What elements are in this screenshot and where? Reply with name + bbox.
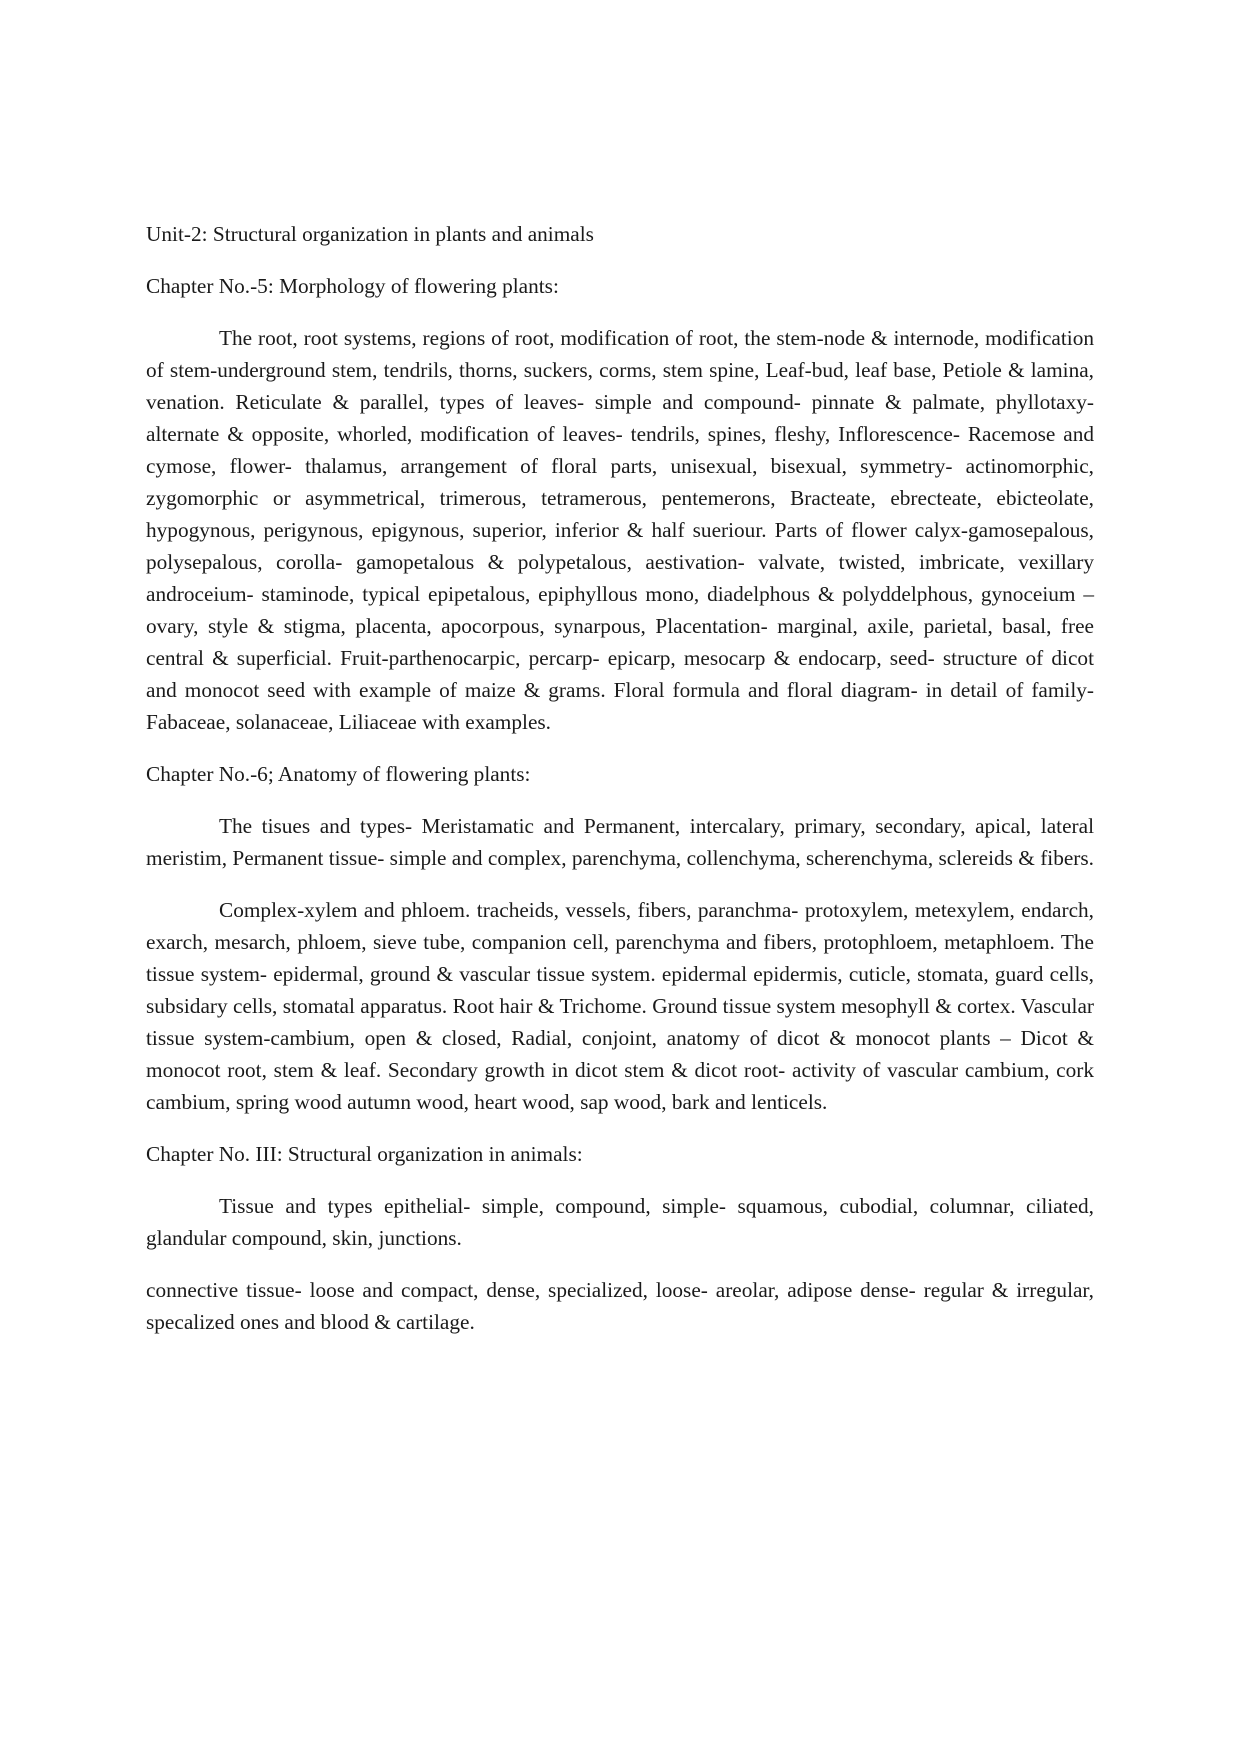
chapter-5-heading: Chapter No.-5: Morphology of flowering plants:	[146, 274, 559, 298]
chapter-3-heading: Chapter No. III: Structural organization in animals:	[146, 1142, 583, 1166]
document-page	[146, 218, 1094, 1338]
unit-title: Unit-2: Structural organization in plants and animals	[146, 222, 594, 246]
chapter-3-paragraph-2: connective tissue- loose and compact, dense, specialized, loose- areolar, adipose dense- regular & irregular, specalized ones and blood & cartilage.	[146, 1278, 1094, 1334]
chapter-3-paragraph-1: Tissue and types epithelial- simple, compound, simple- squamous, cubodial, columnar, ciliated, glandular compound, skin, junctions.	[146, 1194, 1094, 1250]
chapter-5-paragraph: The root, root systems, regions of root, modification of root, the stem-node & internode, modification of stem-underground stem, tendrils, thorns, suckers, corms, stem spine, Leaf-bud, leaf base, Petiole & lamina, venation. Reticulate & parallel, types of leaves- simple and compound- pinnate & palmate, phyllotaxy- alternate & opposite, whorled, modification of leaves- tendrils, spines, fleshy, Inflorescence- Racemose and cymose, flower- thalamus, arrangement of floral parts, unisexual, bisexual, symmetry- actinomorphic, zygomorphic or asymmetrical, trimerous, tetramerous, pentemerons, Bracteate, ebrecteate, ebicteolate, hypogynous, perigynous, epigynous, superior, inferior & half sueriour. Parts of flower calyx-gamosepalous, polysepalous, corolla- gamopetalous & polypetalous, aestivation- valvate, twisted, imbricate, vexillary androceium- staminode, typical epipetalous, epiphyllous mono, diadelphous & polyddelphous, gynoceium – ovary, style & stigma, placenta, apocorpous, synarpous, Placentation- marginal, axile, parietal, basal, free central & superficial. Fruit-parthenocarpic, percarp- epicarp, mesocarp & endocarp, seed- structure of dicot and monocot seed with example of maize & grams. Floral formula and floral diagram- in detail of family-Fabaceae, solanaceae, Liliaceae with examples.	[146, 326, 1094, 734]
chapter-6-paragraph-2: Complex-xylem and phloem. tracheids, vessels, fibers, paranchma- protoxylem, metexylem, endarch, exarch, mesarch, phloem, sieve tube, companion cell, parenchyma and fibers, protophloem, metaphloem. The tissue system- epidermal, ground & vascular tissue system. epidermal epidermis, cuticle, stomata, guard cells, subsidary cells, stomatal apparatus. Root hair & Trichome. Ground tissue system mesophyll & cortex. Vascular tissue system-cambium, open & closed, Radial, conjoint, anatomy of dicot & monocot plants – Dicot & monocot root, stem & leaf. Secondary growth in dicot stem & dicot root- activity of vascular cambium, cork cambium, spring wood autumn wood, heart wood, sap wood, bark and lenticels.	[146, 898, 1094, 1114]
chapter-6-paragraph-1: The tisues and types- Meristamatic and Permanent, intercalary, primary, secondary, apical, lateral meristim, Permanent tissue- simple and complex, parenchyma, collenchyma, scherenchyma, sclereids & fibers.	[146, 814, 1095, 870]
chapter-6-heading: Chapter No.-6; Anatomy of flowering plants:	[146, 762, 531, 786]
